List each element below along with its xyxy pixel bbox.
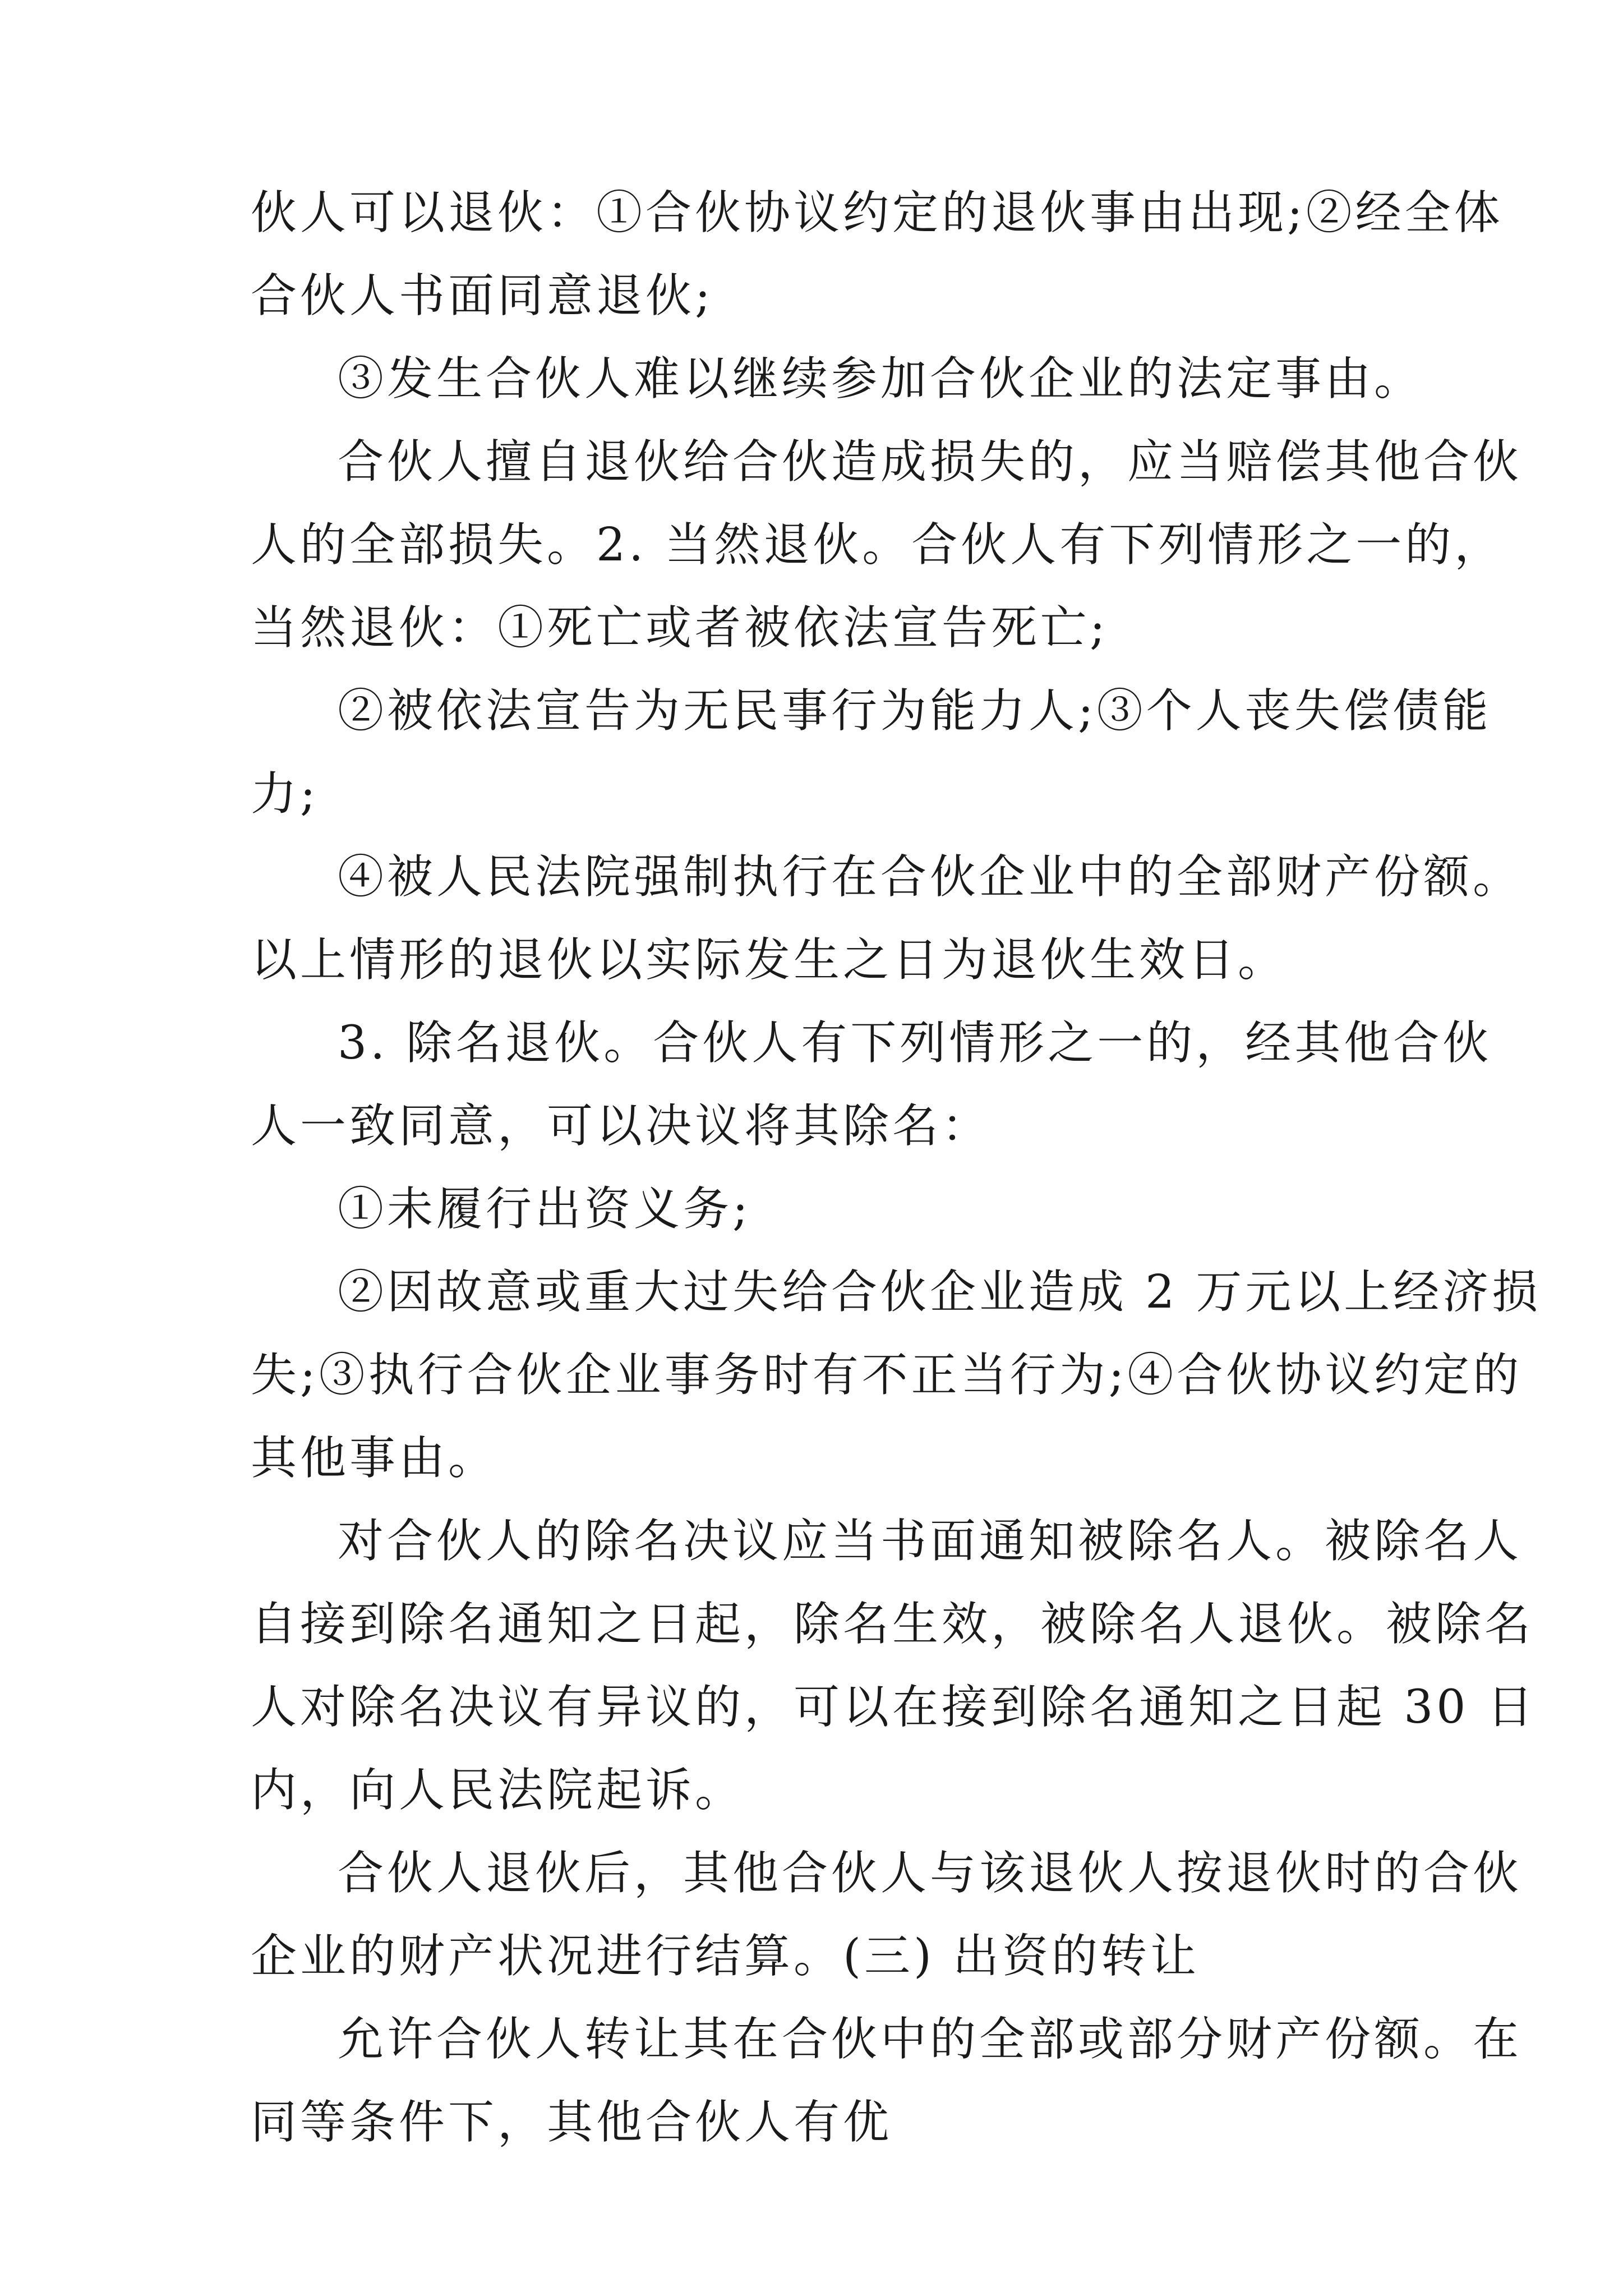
text-line: 合伙人退伙后，其他合伙人与该退伙人按退伙时的合伙 <box>338 1847 1523 1900</box>
text-line: 人的全部损失。2. 当然退伙。合伙人有下列情形之一的， <box>251 518 1504 572</box>
text-line: ②被依法宣告为无民事行为能力人;③个人丧失偿债能 <box>338 684 1492 738</box>
text-line: 内，向人民法院起诉。 <box>251 1764 745 1817</box>
text-line: ①未履行出资义务; <box>338 1182 751 1236</box>
text-line: 自接到除名通知之日起，除名生效，被除名人退伙。被除名 <box>251 1598 1534 1651</box>
text-line: 其他事由。 <box>251 1432 498 1485</box>
text-line: ②因故意或重大过失给合伙企业造成 2 万元以上经济损 <box>338 1266 1542 1319</box>
text-line: 3. 除名退伙。合伙人有下列情形之一的，经其他合伙 <box>338 1016 1492 1070</box>
text-line: 合伙人书面同意退伙; <box>251 269 714 323</box>
text-line: 企业的财产状况进行结算。(三) 出资的转让 <box>251 1930 1200 1983</box>
text-line: 合伙人擅自退伙给合伙造成损失的，应当赔偿其他合伙 <box>338 435 1523 489</box>
text-line: 对合伙人的除名决议应当书面通知被除名人。被除名人 <box>338 1515 1523 1568</box>
text-line: 失;③执行合伙企业事务时有不正当行为;④合伙协议约定的 <box>251 1349 1523 1402</box>
text-line: 当然退伙：①死亡或者被依法宣告死亡; <box>251 601 1109 655</box>
text-line: 人对除名决议有异议的，可以在接到除名通知之日起 30 日 <box>251 1681 1537 1734</box>
text-line: 允许合伙人转让其在合伙中的全部或部分财产份额。在 <box>338 2013 1523 2066</box>
text-line: ③发生合伙人难以继续参加合伙企业的法定事由。 <box>338 352 1424 406</box>
text-line: 同等条件下，其他合伙人有优 <box>251 2096 893 2149</box>
text-line: 以上情形的退伙以实际发生之日为退伙生效日。 <box>251 933 1288 987</box>
text-line: 人一致同意，可以决议将其除名： <box>251 1099 992 1153</box>
text-line: 伙人可以退伙：①合伙协议约定的退伙事由出现;②经全体 <box>251 186 1504 240</box>
text-line: 力; <box>251 767 319 821</box>
text-line: ④被人民法院强制执行在合伙企业中的全部财产份额。 <box>338 850 1523 904</box>
